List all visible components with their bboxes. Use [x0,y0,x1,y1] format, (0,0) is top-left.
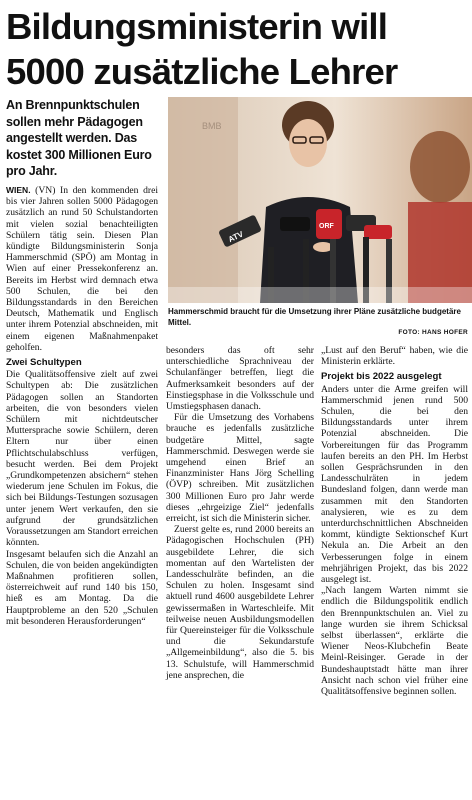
opening-paragraph [6,185,158,353]
photo-caption [168,307,468,339]
body-paragraph: „Lust auf den Beruf“ haben, wie die Ministerin erklärte. [321,345,468,368]
photo-backdrop-text: BMB [202,121,222,131]
press-conference-photo [168,97,472,303]
headline-line-1: Bildungsministerin will [6,6,388,47]
body-paragraph: Für die Umsetzung des Vorhabens brauche es jedenfalls zusätzliche budgetäre Mittel, sagte Hammerschmid. Deswegen werde sie umgehend einen Brief an Finanzminister Hans Jörg Schelling (ÖVP) schreiben. Mit zusätzlichen 300 Millionen Euro pro Jahr werde dieses „ehrgeizige Ziel“ jedenfalls erreicht, ist sich die Ministerin sicher. [166,412,314,525]
body-paragraph: Anders unter die Arme greifen will Hammerschmid jenen rund 500 Schulen, die bei den Bildungsstandards unter ihrem Potenzial abschneiden. Die Vorbereitungen für das Programm laufen bereits an den PH. Im Herbst sollen Gesprächsrunden in den Landesschulräten in jedem Bundesland folgen, dann werde man zusammen mit den Standorten analysieren, wie es zu dem unterdurchschnittlichen Abschneiden kommt, kündigte Sektionschef Kurt Nekula an. Die Arbeit an den Verbesserungen folge in einem mehrjährigen Projekt, das bis 2022 ausgelegt ist. [321,383,468,586]
article-column-2 [166,345,314,681]
photo-credit: FOTO: HANS HOFER [398,329,468,336]
quote-paragraph: „Nach langem Warten nimmt sie endlich die Bildungspolitik endlich den Brennpunktschulen an. Viel zu lange wurden sie ihrem Schicksal selbst überlassen“, erklärte die Wiener Neos-Klubchefin Beate Meinl-Reisinger. Gerade in der Bundeshauptstadt hätte man ihrer Ansicht nach schon viel früher eine Qualitätsoffensive beginnen sollen. [321,585,468,698]
opening-text: (VN) In den kommenden drei bis vier Jahren sollen 5000 Pädagogen zusätzlich an rund 50 Schulstandorten mit vielen sozial benachteiligten Schülern tätig sein. Diesen Plan kündigte Bildungsministerin Sonja Hammerschmid (SPÖ) am Montag in Wien auf einer Pressekonferenz an. Bereits im Herbst wird demnach etwa 500 Schulen, die bei den Bildungsstandards in den Bereichen Deutsch, Mathematik und Englisch unter ihrem Potenzial abschneiden, mit einem eigenen Maßnahmenpaket geholfen. [6,185,158,353]
photo-illustration [168,97,472,303]
body-paragraph: besonders das oft sehr unterschiedliche Sprachniveau der Schulanfänger betreffen, liegt die Aufmerksamkeit besonders auf der Einstiegsphase in die Volksschule und Umstiegsphasen danach. [166,345,314,413]
mic-label-orf: ORF [319,223,334,230]
article-column-1 [6,185,158,627]
lead-paragraph: An Brennpunktschulen sollen mehr Pädagogen angestellt werden. Das kostet 300 Millionen Euro pro Jahr. [6,98,152,178]
caption-text: Hammerschmid braucht für die Umsetzung ihrer Pläne zusätzliche budgetäre Mittel. [168,307,461,327]
headline [6,4,468,94]
headline-line-2: 5000 zusätzliche Lehrer [6,51,398,92]
body-paragraph: Insgesamt belaufen sich die Anzahl an Schulen, die von beiden angekündigten Maßnahmen profitieren sollen, österreichweit auf rund 140 bis 150, hieß es am Montag. Da die Hauptprobleme an den 520 „Schulen mit besonderen Herausforderungen“ [6,548,158,627]
body-paragraph: Zuerst gelte es, rund 2000 bereits an Pädagogischen Hochschulen (PH) ausgebildete Lehrer, die sich momentan auf den Wartelisten der Landesschulräte befinden, an die Schulen zu holen. Insgesamt sind aktuell rund 4600 ausgebildete Lehrer gewissermaßen in Warteschleife. Mit teilweise neuen Ausbildungsmodellen für Quereinsteiger für die Volksschule und die Sekundarstufe „Allgemeinbildung“, also die 5. bis 13. Schulstufe, will Hammerschmid jene ansprechen, die [166,524,314,681]
dateline: WIEN. [6,185,31,195]
subheading-schultypen: Zwei Schultypen [6,357,82,369]
subheading-projekt: Projekt bis 2022 ausgelegt [321,371,442,383]
mic-label-atv: ATV [226,229,245,245]
article-column-3 [321,345,468,697]
body-paragraph: Die Qualitätsoffensive zielt auf zwei Schultypen ab: Die zusätzlichen Pädagogen sollen an Standorten arbeiten, die von besonders vielen Schülern mit nichtdeutscher Muttersprache sowie Schülern, deren Eltern nur über einen Pflichtschulabschluss verfügen, besucht werden. Bei dem Projekt „Grundkompetenzen absichern“ stehen wiederum jene Schulen im Fokus, die sich bei Bildungs-Testungen sozusagen unter jenem Wert verkaufen, den sie aufgrund der grundsätzlichen Voraussetzungen am Standort erreichen könnten. [6,369,158,549]
